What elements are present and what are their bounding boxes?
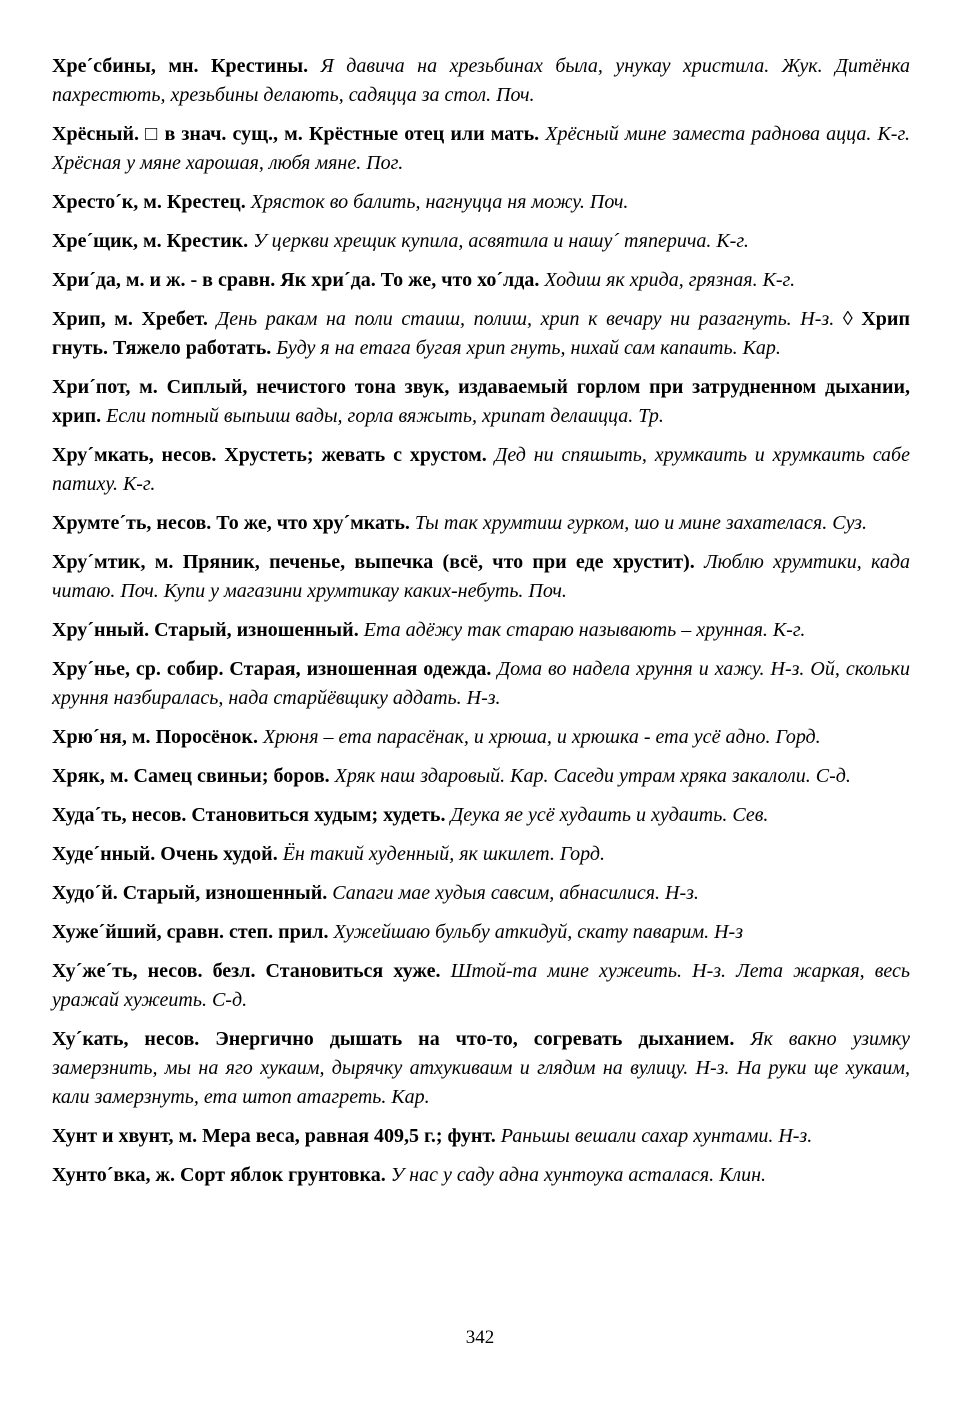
dictionary-entry: [52, 762, 910, 791]
dictionary-entry: [52, 801, 910, 830]
dictionary-entry: [52, 373, 910, 431]
dictionary-entry: [52, 441, 910, 499]
entry-example: Хряк наш здаровый. Кар. Саседи утрам хряка закалоли. С-д.: [334, 765, 851, 787]
entry-headword: Хряк, м. Самец свиньи; боров.: [52, 765, 335, 787]
entry-example: Я давича на хрезьбинах была, унукау христила. Жук. Дитёнка пахрестють, хрезьбины делають, садяцца за стол. Поч.: [52, 55, 910, 106]
dictionary-entry: [52, 1161, 910, 1190]
entry-example: У нас у саду адна хунтоука асталася. Клин.: [390, 1164, 767, 1186]
entry-headword: Худе´нный. Очень худой.: [52, 843, 283, 865]
entry-example: Хрюня – ета парасёнак, и хрюша, и хрюшка - ета усё адно. Горд.: [262, 726, 821, 748]
entry-headword: Хрип, м. Хребет.: [52, 308, 217, 330]
dictionary-entry: [52, 879, 910, 908]
entry-headword: Хрю´ня, м. Поросёнок.: [52, 726, 263, 748]
entry-symbol: ◊: [842, 308, 862, 330]
dictionary-entry: [52, 548, 910, 606]
entry-headword: Хри´да, м. и ж. - в сравн. Як хри´да. То же, что хо´лда.: [52, 269, 545, 291]
entry-headword: Хунт и хвунт, м. Мера веса, равная 409,5 г.; фунт.: [52, 1125, 501, 1147]
entry-headword: Хру´мтик, м. Пряник, печенье, выпечка (всё, что при еде хрустит).: [52, 551, 705, 573]
entries-container: [52, 52, 910, 1200]
dictionary-entry: [52, 120, 910, 178]
entry-headword: Хру´нный. Старый, изношенный.: [52, 619, 364, 641]
entry-example: Люблю хрумтики, када читаю. Поч. Купи у магазини хрумтикау каких-небуть. Поч.: [52, 551, 910, 602]
entry-headword: Хунто´вка, ж. Сорт яблок грунтовка.: [52, 1164, 391, 1186]
dictionary-entry: [52, 655, 910, 713]
entry-example: Штой-та мине хужеить. Н-з. Лета жаркая, весь уражай хужеить. С-д.: [52, 960, 911, 1011]
entry-headword: Хресто´к, м. Крестец.: [52, 191, 251, 213]
entry-example: Хужейшаю бульбу аткидуй, скату паварим. Н-з: [333, 921, 744, 943]
entry-headword: Хрумте´ть, несов. То же, что хру´мкать.: [52, 512, 415, 534]
entry-headword: Хри´пот, м. Сиплый, нечистого тона звук, издаваемый горлом при затрудненном дыхании, хрип.: [52, 376, 910, 427]
entry-example: Хрясток во балить, нагнуцца ня можу. Поч.: [250, 191, 629, 213]
dictionary-entry: [52, 305, 910, 363]
entry-headword: Хру´мкать, несов. Хрустеть; жевать с хрустом.: [52, 444, 495, 466]
dictionary-entry: [52, 509, 910, 538]
entry-example: Ты так хрумтиш гурком, шо и мине захателася. Суз.: [414, 512, 867, 534]
entry-example: Хрёсный мине заместа раднова ацца. К-г. Хрёсная у мяне харошая, любя мяне. Пог.: [52, 123, 910, 174]
entry-example: Буду я на етага бугая хрип гнуть, нихай сам капаить. Кар.: [276, 337, 781, 359]
page-number: 342: [465, 1327, 495, 1348]
entry-headword: Ху´кать, несов. Энергично дышать на что-то, согревать дыханием.: [52, 1028, 751, 1050]
dictionary-entry: [52, 188, 910, 217]
entry-headword: Хре´сбины, мн. Крестины.: [52, 55, 321, 77]
entry-example: Сапаги мае худыя савсим, абнасилися. Н-з.: [332, 882, 699, 904]
entry-headword: Худа´ть, несов. Становиться худым; худеть.: [52, 804, 451, 826]
dictionary-entry: [52, 52, 910, 110]
dictionary-entry: [52, 266, 910, 295]
entry-example: Ета адёжу так стараю называють – хрунная. К-г.: [363, 619, 806, 641]
dictionary-entry: [52, 918, 910, 947]
dictionary-entry: [52, 723, 910, 752]
dictionary-entry: [52, 227, 910, 256]
entry-example: Деука яе усё худаить и худаить. Сев.: [450, 804, 769, 826]
entry-example: День ракам на поли стаиш, полиш, хрип к вечару ни разагнуть. Н-з.: [216, 308, 843, 330]
entry-headword: Хре´щик, м. Крестик.: [52, 230, 254, 252]
dictionary-entry: [52, 616, 910, 645]
entry-example: Ходиш як хрида, грязная. К-г.: [544, 269, 796, 291]
entry-example: У церкви хрещик купила, асвятила и нашу´ тяперича. К-г.: [253, 230, 749, 252]
dictionary-entry: [52, 957, 910, 1015]
entry-headword: Хру´нье, ср. собир. Старая, изношенная одежда.: [52, 658, 498, 680]
entry-example: Раньшы вешали сахар хунтами. Н-з.: [500, 1125, 813, 1147]
entry-headword: Ху´же´ть, несов. безл. Становиться хуже.: [52, 960, 451, 982]
entry-headword: Хуже´йший, сравн. степ. прил.: [52, 921, 334, 943]
entry-headword: Хрип гнуть. Тяжело работать.: [52, 308, 910, 359]
entry-example: Як вакно узимку замерзнить, мы на яго хукаим, дырячку атхукиваим и глядим на вулицу. Н-з. На руки ще хукаим, кали замерзнуть, ета штоп атагреть. Кар.: [52, 1028, 910, 1108]
dictionary-entry: [52, 840, 910, 869]
entry-example: Если потный выпьиш вады, горла вяжыть, хрипат делаицца. Тр.: [106, 405, 664, 427]
entry-example: Ён такий худенный, як шкилет. Горд.: [282, 843, 606, 865]
dictionary-entry: [52, 1122, 910, 1151]
entry-headword: Хрёсный. □ в знач. сущ., м. Крёстные отец или мать.: [52, 123, 546, 145]
entry-example: Дед ни спяшыть, хрумкаить и хрумкаить сабе патиху. К-г.: [52, 444, 910, 495]
dictionary-entry: [52, 1025, 910, 1112]
entry-example: Дома во надела хруння и хажу. Н-з. Ой, скольки хруння назбиралась, нада старйёвщику аддать. Н-з.: [52, 658, 910, 709]
entry-headword: Худо´й. Старый, изношенный.: [52, 882, 333, 904]
